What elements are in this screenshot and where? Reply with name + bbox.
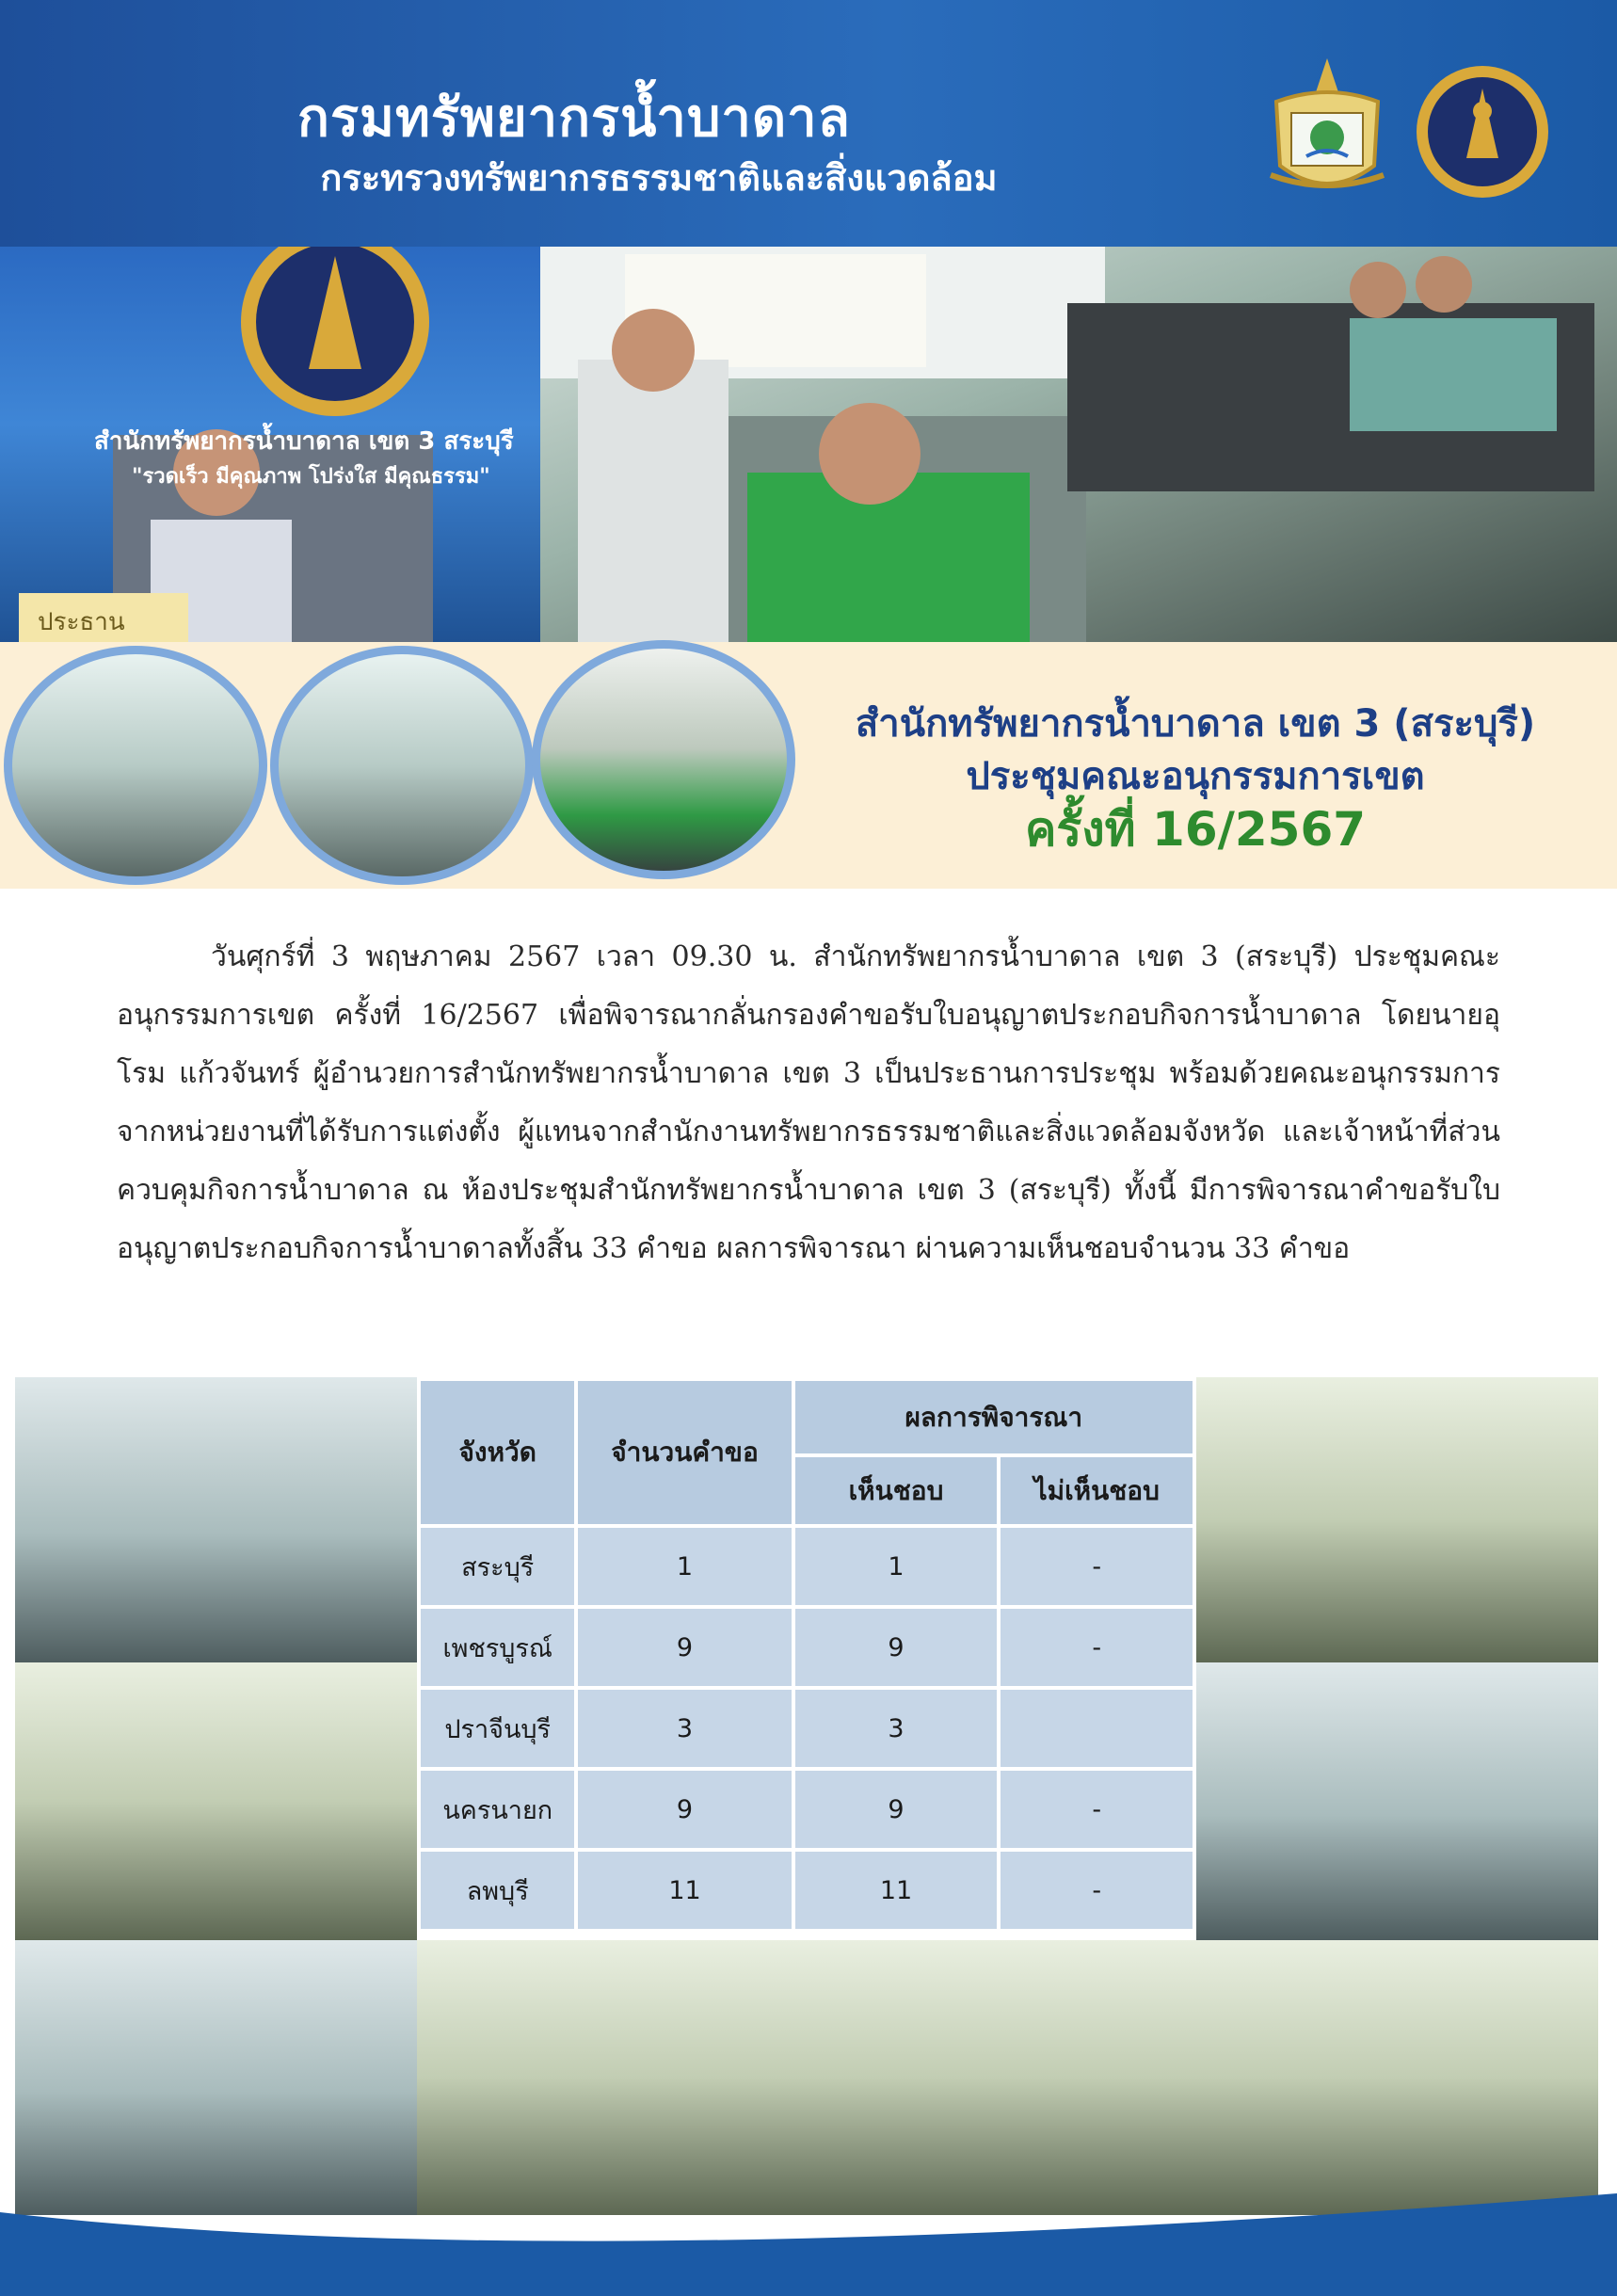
office-sign-text: สำนักทรัพยากรน้ำบาดาล เขต 3 สระบุรี [94,427,514,456]
cell-province: ลพบุรี [419,1850,576,1931]
meeting-photo [1196,1662,1598,1940]
table-row [419,1850,1194,1931]
cell-requests: 11 [576,1850,792,1931]
cell-rejected: - [999,1769,1194,1850]
cell-approved: 9 [793,1769,1000,1850]
table-row [419,1769,1194,1850]
cell-requests: 9 [576,1607,792,1688]
news-paragraph [117,928,1500,1278]
ministry-emblem-icon [1263,55,1391,205]
cell-requests: 1 [576,1526,792,1607]
member-photo-circle [532,640,795,879]
cell-rejected: - [999,1607,1194,1688]
cell-province: เพชรบูรณ์ [419,1607,576,1688]
dgr-seal-icon [1412,55,1553,205]
col-requests: จำนวนคำขอ [576,1379,792,1526]
cell-approved: 1 [793,1526,1000,1607]
meeting-heading: ประชุมคณะอนุกรรมการเขต [966,755,1425,798]
page-header [0,0,1617,247]
chair-name-plate: ประธาน [38,608,125,636]
member-photo-circle [270,646,534,885]
cell-approved: 11 [793,1850,1000,1931]
footer-wave-decoration [0,2193,1617,2296]
cell-rejected [999,1688,1194,1769]
meeting-photo [1196,1940,1598,2215]
news-paragraph-text: วันศุกร์ที่ 3 พฤษภาคม 2567 เวลา 09.30 น. สำนักทรัพยากรน้ำบาดาล เขต 3 (สระบุรี) ประชุมคณะอนุกรรมการเขต ครั้งที่ 16/2567 เพื่อพิจารณากลั่นกรองคำขอรับใบอนุญาตประกอบกิจการน้ำบาดาล โดยนายอุโรม แก้วจันทร์ ผู้อำนวยการสำนักทรัพยากรน้ำบาดาล เขต 3 เป็นประธานการประชุม พร้อมด้วยคณะอนุกรรมการจากหน่วยงานที่ได้รับการแต่งตั้ง ผู้แทนจากสำนักงานทรัพยากรธรรมชาติและสิ่งแวดล้อมจังหวัด และเจ้าหน้าที่ส่วนควบคุมกิจการน้ำบาดาล ณ ห้องประชุมสำนักทรัพยากรน้ำบาดาล เขต 3 (สระบุรี) ทั้งนี้ มีการพิจารณาคำขอรับใบอนุญาตประกอบกิจการน้ำบาดาลทั้งสิ้น 33 คำขอ ผลการพิจารณา ผ่านความเห็นชอบจำนวน 33 คำขอ [117,940,1500,1265]
table-row [419,1607,1194,1688]
slogan-text: "รวดเร็ว มีคุณภาพ โปร่งใส มีคุณธรรม" [132,465,490,489]
cell-rejected: - [999,1526,1194,1607]
meeting-scene-image [540,247,1617,642]
meeting-photo [1196,1377,1598,1662]
cell-province: นครนายก [419,1769,576,1850]
cell-requests: 3 [576,1688,792,1769]
meeting-room-photo [540,247,1617,642]
meeting-number: ครั้งที่ 16/2567 [1024,802,1367,857]
meeting-photo [15,1377,417,1662]
results-table [417,1377,1196,1933]
col-province: จังหวัด [419,1379,576,1526]
department-title: กรมทรัพยากรน้ำบาดาล [297,88,851,149]
col-result: ผลการพิจารณา [793,1379,1194,1455]
table-row [419,1526,1194,1607]
table-row [419,1688,1194,1769]
col-approved: เห็นชอบ [793,1455,1000,1526]
member-photo-circle [4,646,267,885]
chairperson-photo [0,247,540,642]
office-heading: สำนักทรัพยากรน้ำบาดาล เขต 3 (สระบุรี) [855,702,1536,746]
cell-province: ปราจีนบุรี [419,1688,576,1769]
cell-approved: 3 [793,1688,1000,1769]
cell-province: สระบุรี [419,1526,576,1607]
meeting-photo [15,1940,417,2215]
cell-requests: 9 [576,1769,792,1850]
col-rejected: ไม่เห็นชอบ [999,1455,1194,1526]
meeting-photo [15,1662,417,1940]
meeting-photo [417,1940,1196,2215]
ministry-subtitle: กระทรวงทรัพยากรธรรมชาติและสิ่งแวดล้อม [320,157,998,199]
cell-approved: 9 [793,1607,1000,1688]
cell-rejected: - [999,1850,1194,1931]
